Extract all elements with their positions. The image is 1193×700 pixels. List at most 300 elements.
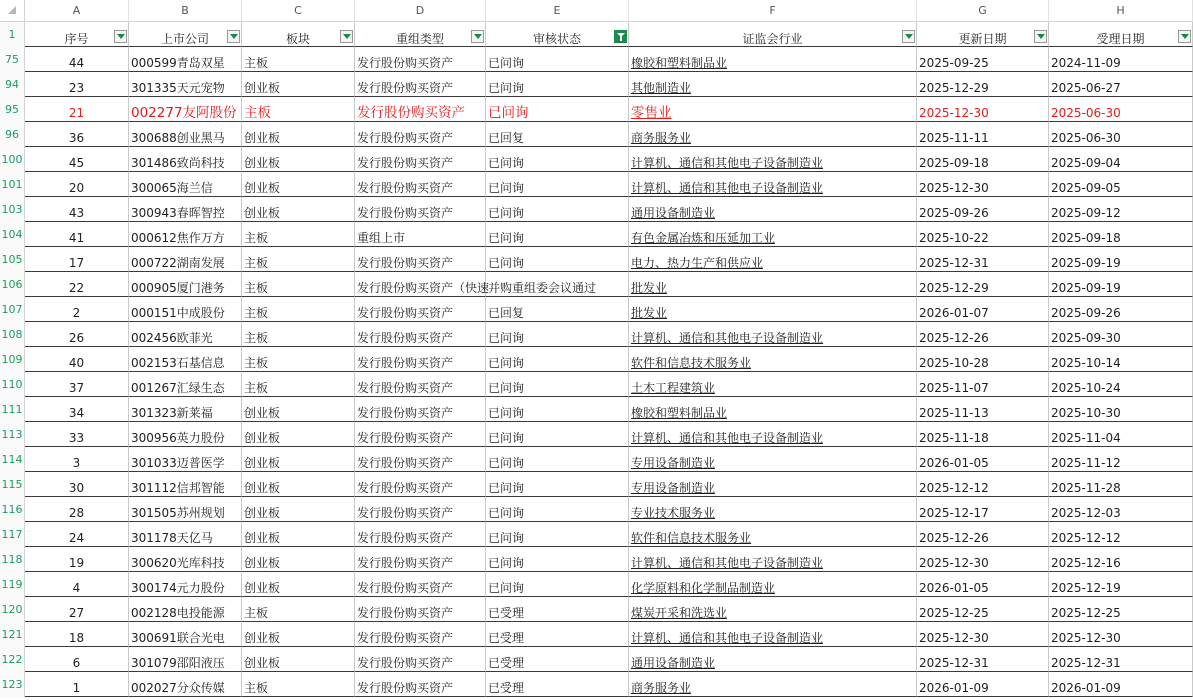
row-number[interactable]: 108 xyxy=(0,322,25,347)
cell-g[interactable] xyxy=(917,322,1049,347)
cell-a[interactable] xyxy=(25,572,129,597)
cell-f[interactable] xyxy=(629,372,917,397)
column-header-c[interactable] xyxy=(242,22,355,47)
cell-e[interactable] xyxy=(486,72,629,97)
row-number[interactable]: 106 xyxy=(0,272,25,297)
row-number[interactable]: 111 xyxy=(0,397,25,422)
cell-h[interactable] xyxy=(1049,97,1193,122)
cell-f[interactable] xyxy=(629,647,917,672)
cell-h[interactable] xyxy=(1049,397,1193,422)
cell-c[interactable] xyxy=(242,322,355,347)
cell-d[interactable] xyxy=(355,597,486,622)
row-number[interactable]: 118 xyxy=(0,547,25,572)
cell-c[interactable] xyxy=(242,522,355,547)
row-number[interactable]: 95 xyxy=(0,97,25,122)
cell-h[interactable] xyxy=(1049,147,1193,172)
cell-c[interactable] xyxy=(242,197,355,222)
cell-g[interactable] xyxy=(917,572,1049,597)
cell-value: 2025-12-30 xyxy=(919,106,989,120)
row-number[interactable]: 113 xyxy=(0,422,25,447)
filter-active-icon[interactable] xyxy=(614,30,627,43)
column-header-g[interactable] xyxy=(917,22,1049,47)
cell-e[interactable] xyxy=(486,172,629,197)
cell-d[interactable] xyxy=(355,647,486,672)
cell-d[interactable] xyxy=(355,272,490,297)
cell-value: 化学原料和化学制品制造业 xyxy=(631,581,776,595)
cell-b[interactable] xyxy=(129,497,242,522)
cell-value: 已问询 xyxy=(488,581,525,595)
cell-h[interactable] xyxy=(1049,622,1193,647)
cell-a[interactable] xyxy=(25,397,129,422)
cell-f[interactable] xyxy=(629,272,917,297)
filter-dropdown-icon[interactable] xyxy=(227,30,240,43)
cell-f[interactable] xyxy=(629,572,917,597)
cell-value: 17 xyxy=(68,256,85,270)
filter-dropdown-icon[interactable] xyxy=(340,30,353,43)
cell-d[interactable] xyxy=(355,572,486,597)
cell-f[interactable] xyxy=(629,422,917,447)
cell-d[interactable] xyxy=(355,322,486,347)
cell-value: 2025-11-12 xyxy=(1051,456,1121,470)
column-header-e[interactable] xyxy=(486,22,629,47)
row-number[interactable]: 100 xyxy=(0,147,25,172)
cell-g[interactable] xyxy=(917,397,1049,422)
cell-e[interactable] xyxy=(486,122,629,147)
cell-h[interactable] xyxy=(1049,547,1193,572)
cell-e[interactable] xyxy=(486,497,629,522)
cell-b[interactable] xyxy=(129,272,242,297)
cell-a[interactable] xyxy=(25,72,129,97)
cell-a[interactable] xyxy=(25,97,129,122)
cell-e[interactable] xyxy=(486,322,629,347)
cell-c[interactable] xyxy=(242,172,355,197)
column-header-a[interactable] xyxy=(25,22,129,47)
cell-a[interactable] xyxy=(25,347,129,372)
cell-g[interactable] xyxy=(917,422,1049,447)
cell-g[interactable] xyxy=(917,72,1049,97)
cell-value: 并购重组委会议通过 xyxy=(488,281,597,295)
column-letter-d[interactable]: D xyxy=(355,0,486,22)
cell-f[interactable] xyxy=(629,97,917,122)
cell-value: 2025-12-29 xyxy=(919,281,989,295)
cell-a[interactable] xyxy=(25,122,129,147)
column-letter-f[interactable]: F xyxy=(629,0,917,22)
cell-e[interactable] xyxy=(486,572,629,597)
cell-a[interactable] xyxy=(25,322,129,347)
cell-b[interactable] xyxy=(129,197,242,222)
cell-d[interactable] xyxy=(355,522,486,547)
cell-value: 发行股份购买资产 xyxy=(357,56,454,70)
cell-value: 2026-01-07 xyxy=(919,306,989,320)
cell-f[interactable] xyxy=(629,197,917,222)
cell-c[interactable] xyxy=(242,122,355,147)
cell-h[interactable] xyxy=(1049,172,1193,197)
cell-g[interactable] xyxy=(917,47,1049,72)
cell-h[interactable] xyxy=(1049,297,1193,322)
column-header-f[interactable] xyxy=(629,22,917,47)
cell-e[interactable] xyxy=(486,147,629,172)
cell-value: 主板 xyxy=(244,231,269,245)
cell-h[interactable] xyxy=(1049,572,1193,597)
cell-value: 计算机、通信和其他电子设备制造业 xyxy=(631,431,824,445)
cell-value: 主板 xyxy=(244,306,269,320)
cell-b[interactable] xyxy=(129,322,242,347)
cell-d[interactable] xyxy=(355,172,486,197)
cell-a[interactable] xyxy=(25,372,129,397)
cell-e[interactable] xyxy=(486,297,629,322)
cell-f[interactable] xyxy=(629,72,917,97)
cell-b[interactable] xyxy=(129,72,242,97)
cell-g[interactable] xyxy=(917,547,1049,572)
cell-value: 已受理 xyxy=(488,656,525,670)
cell-a[interactable] xyxy=(25,447,129,472)
cell-f[interactable] xyxy=(629,347,917,372)
cell-e[interactable] xyxy=(486,222,629,247)
cell-g[interactable] xyxy=(917,522,1049,547)
cell-value: 21 xyxy=(68,106,85,120)
cell-d[interactable] xyxy=(355,197,486,222)
cell-a[interactable] xyxy=(25,547,129,572)
row-number-header[interactable]: 1 xyxy=(0,22,25,47)
cell-f[interactable] xyxy=(629,147,917,172)
row-number[interactable]: 96 xyxy=(0,122,25,147)
cell-value: 2025-12-25 xyxy=(919,606,989,620)
cell-b[interactable] xyxy=(129,422,242,447)
cell-value: 批发业 xyxy=(631,281,668,295)
cell-value: 301335天元宠物 xyxy=(131,81,225,95)
cell-e[interactable] xyxy=(486,197,629,222)
cell-g[interactable] xyxy=(917,122,1049,147)
row-number[interactable]: 75 xyxy=(0,47,25,72)
cell-value: 2024-11-09 xyxy=(1051,56,1121,70)
cell-a[interactable] xyxy=(25,172,129,197)
filter-dropdown-icon[interactable] xyxy=(471,30,484,43)
cell-f[interactable] xyxy=(629,597,917,622)
cell-g[interactable] xyxy=(917,672,1049,697)
cell-d[interactable] xyxy=(355,397,486,422)
cell-b[interactable] xyxy=(129,297,242,322)
cell-b[interactable] xyxy=(129,547,242,572)
row-number[interactable]: 121 xyxy=(0,622,25,647)
cell-e[interactable] xyxy=(486,647,629,672)
cell-c[interactable] xyxy=(242,347,355,372)
cell-g[interactable] xyxy=(917,97,1049,122)
cell-g[interactable] xyxy=(917,647,1049,672)
cell-value: 2025-10-30 xyxy=(1051,406,1121,420)
cell-b[interactable] xyxy=(129,97,242,122)
table-row xyxy=(25,672,1193,697)
column-header-h[interactable] xyxy=(1049,22,1193,47)
cell-c[interactable] xyxy=(242,47,355,72)
cell-d[interactable] xyxy=(355,247,486,272)
cell-b[interactable] xyxy=(129,372,242,397)
cell-h[interactable] xyxy=(1049,672,1193,697)
cell-a[interactable] xyxy=(25,597,129,622)
cell-e[interactable] xyxy=(486,522,629,547)
row-number[interactable]: 123 xyxy=(0,672,25,697)
cell-value: 002277友阿股份 xyxy=(131,105,237,121)
cell-h[interactable] xyxy=(1049,247,1193,272)
cell-h[interactable] xyxy=(1049,272,1193,297)
cell-value: 发行股份购买资产 xyxy=(357,656,454,670)
cell-g[interactable] xyxy=(917,222,1049,247)
select-all-corner[interactable] xyxy=(0,0,25,22)
cell-a[interactable] xyxy=(25,522,129,547)
cell-f[interactable] xyxy=(629,297,917,322)
cell-d[interactable] xyxy=(355,47,486,72)
cell-value: 创业板 xyxy=(244,156,281,170)
cell-c[interactable] xyxy=(242,672,355,697)
cell-value: 2025-12-12 xyxy=(919,481,989,495)
cell-f[interactable] xyxy=(629,247,917,272)
cell-g[interactable] xyxy=(917,247,1049,272)
cell-d[interactable] xyxy=(355,147,486,172)
cell-c[interactable] xyxy=(242,72,355,97)
cell-h[interactable] xyxy=(1049,222,1193,247)
row-number[interactable]: 110 xyxy=(0,372,25,397)
cell-d[interactable] xyxy=(355,422,486,447)
cell-b[interactable] xyxy=(129,222,242,247)
cell-e[interactable] xyxy=(486,97,629,122)
cell-value: 发行股份购买资产 xyxy=(357,506,454,520)
cell-e[interactable] xyxy=(486,272,629,297)
cell-d[interactable] xyxy=(355,97,486,122)
cell-f[interactable] xyxy=(629,547,917,572)
cell-h[interactable] xyxy=(1049,497,1193,522)
cell-value: 创业板 xyxy=(244,556,281,570)
row-number[interactable]: 105 xyxy=(0,247,25,272)
cell-g[interactable] xyxy=(917,147,1049,172)
cell-e[interactable] xyxy=(486,672,629,697)
cell-f[interactable] xyxy=(629,172,917,197)
cell-h[interactable] xyxy=(1049,347,1193,372)
column-letter-b[interactable]: B xyxy=(129,0,242,22)
cell-f[interactable] xyxy=(629,497,917,522)
cell-b[interactable] xyxy=(129,447,242,472)
cell-b[interactable] xyxy=(129,122,242,147)
cell-d[interactable] xyxy=(355,672,486,697)
cell-e[interactable] xyxy=(486,372,629,397)
row-number[interactable]: 101 xyxy=(0,172,25,197)
cell-b[interactable] xyxy=(129,597,242,622)
column-letter-c[interactable]: C xyxy=(242,0,355,22)
cell-b[interactable] xyxy=(129,172,242,197)
row-number[interactable]: 120 xyxy=(0,597,25,622)
cell-b[interactable] xyxy=(129,147,242,172)
cell-c[interactable] xyxy=(242,647,355,672)
cell-value: 专业技术服务业 xyxy=(631,506,716,520)
cell-e[interactable] xyxy=(486,397,629,422)
cell-h[interactable] xyxy=(1049,597,1193,622)
cell-g[interactable] xyxy=(917,272,1049,297)
cell-f[interactable] xyxy=(629,522,917,547)
cell-e[interactable] xyxy=(486,447,629,472)
cell-e[interactable] xyxy=(486,422,629,447)
cell-d[interactable] xyxy=(355,297,486,322)
cell-value: 已问询 xyxy=(488,381,525,395)
cell-value: 已问询 xyxy=(488,531,525,545)
cell-value: 2025-12-19 xyxy=(1051,581,1121,595)
cell-c[interactable] xyxy=(242,622,355,647)
filter-dropdown-icon[interactable] xyxy=(902,30,915,43)
table-row xyxy=(25,572,1193,597)
cell-b[interactable] xyxy=(129,47,242,72)
cell-c[interactable] xyxy=(242,247,355,272)
cell-h[interactable] xyxy=(1049,47,1193,72)
cell-c[interactable] xyxy=(242,547,355,572)
row-number[interactable]: 122 xyxy=(0,647,25,672)
cell-e[interactable] xyxy=(486,597,629,622)
cell-h[interactable] xyxy=(1049,72,1193,97)
cell-g[interactable] xyxy=(917,197,1049,222)
cell-e[interactable] xyxy=(486,247,629,272)
cell-value: 已问询 xyxy=(488,105,529,121)
cell-d[interactable] xyxy=(355,497,486,522)
cell-h[interactable] xyxy=(1049,422,1193,447)
cell-f[interactable] xyxy=(629,122,917,147)
cell-g[interactable] xyxy=(917,622,1049,647)
cell-a[interactable] xyxy=(25,297,129,322)
cell-a[interactable] xyxy=(25,672,129,697)
cell-b[interactable] xyxy=(129,522,242,547)
cell-b[interactable] xyxy=(129,472,242,497)
cell-h[interactable] xyxy=(1049,322,1193,347)
cell-e[interactable] xyxy=(486,547,629,572)
cell-c[interactable] xyxy=(242,372,355,397)
cell-h[interactable] xyxy=(1049,372,1193,397)
cell-d[interactable] xyxy=(355,222,486,247)
filter-dropdown-icon[interactable] xyxy=(1034,30,1047,43)
cell-f[interactable] xyxy=(629,472,917,497)
column-letter-h[interactable]: H xyxy=(1049,0,1193,22)
cell-c[interactable] xyxy=(242,472,355,497)
cell-value: 发行股份购买资产 xyxy=(357,156,454,170)
cell-d[interactable] xyxy=(355,347,486,372)
cell-f[interactable] xyxy=(629,397,917,422)
column-letter-g[interactable]: G xyxy=(917,0,1049,22)
cell-b[interactable] xyxy=(129,397,242,422)
cell-b[interactable] xyxy=(129,672,242,697)
cell-f[interactable] xyxy=(629,222,917,247)
cell-b[interactable] xyxy=(129,572,242,597)
cell-g[interactable] xyxy=(917,347,1049,372)
cell-value: 2026-01-09 xyxy=(919,681,989,695)
row-number[interactable]: 114 xyxy=(0,447,25,472)
cell-g[interactable] xyxy=(917,497,1049,522)
cell-d[interactable] xyxy=(355,547,486,572)
cell-value: 发行股份购买资产 xyxy=(357,306,454,320)
cell-value: 301112信邦智能 xyxy=(131,481,225,495)
cell-a[interactable] xyxy=(25,272,129,297)
cell-g[interactable] xyxy=(917,372,1049,397)
column-header-b[interactable] xyxy=(129,22,242,47)
cell-h[interactable] xyxy=(1049,447,1193,472)
row-number[interactable]: 107 xyxy=(0,297,25,322)
cell-d[interactable] xyxy=(355,72,486,97)
cell-f[interactable] xyxy=(629,47,917,72)
row-number[interactable]: 94 xyxy=(0,72,25,97)
cell-d[interactable] xyxy=(355,472,486,497)
cell-a[interactable] xyxy=(25,247,129,272)
cell-h[interactable] xyxy=(1049,647,1193,672)
cell-h[interactable] xyxy=(1049,472,1193,497)
cell-b[interactable] xyxy=(129,347,242,372)
cell-h[interactable] xyxy=(1049,197,1193,222)
cell-c[interactable] xyxy=(242,222,355,247)
row-number[interactable]: 117 xyxy=(0,522,25,547)
cell-b[interactable] xyxy=(129,247,242,272)
cell-h[interactable] xyxy=(1049,522,1193,547)
row-number[interactable]: 115 xyxy=(0,472,25,497)
column-letter-e[interactable]: E xyxy=(486,0,629,22)
cell-e[interactable] xyxy=(486,347,629,372)
cell-g[interactable] xyxy=(917,472,1049,497)
cell-c[interactable] xyxy=(242,97,355,122)
cell-c[interactable] xyxy=(242,422,355,447)
cell-c[interactable] xyxy=(242,572,355,597)
row-number[interactable]: 116 xyxy=(0,497,25,522)
cell-a[interactable] xyxy=(25,647,129,672)
filter-dropdown-icon[interactable] xyxy=(114,30,127,43)
cell-c[interactable] xyxy=(242,497,355,522)
cell-g[interactable] xyxy=(917,597,1049,622)
row-number[interactable]: 104 xyxy=(0,222,25,247)
cell-c[interactable] xyxy=(242,597,355,622)
cell-d[interactable] xyxy=(355,122,486,147)
cell-a[interactable] xyxy=(25,222,129,247)
cell-h[interactable] xyxy=(1049,122,1193,147)
cell-c[interactable] xyxy=(242,272,355,297)
row-number[interactable]: 103 xyxy=(0,197,25,222)
cell-f[interactable] xyxy=(629,447,917,472)
cell-f[interactable] xyxy=(629,622,917,647)
row-number[interactable]: 109 xyxy=(0,347,25,372)
cell-a[interactable] xyxy=(25,197,129,222)
cell-e[interactable] xyxy=(486,472,629,497)
cell-a[interactable] xyxy=(25,47,129,72)
cell-value: 土木工程建筑业 xyxy=(631,381,716,395)
cell-f[interactable] xyxy=(629,672,917,697)
filter-dropdown-icon[interactable] xyxy=(1178,30,1191,43)
cell-c[interactable] xyxy=(242,147,355,172)
cell-d[interactable] xyxy=(355,622,486,647)
cell-a[interactable] xyxy=(25,497,129,522)
cell-f[interactable] xyxy=(629,322,917,347)
cell-g[interactable] xyxy=(917,172,1049,197)
cell-value: 2025-12-26 xyxy=(919,331,989,345)
cell-d[interactable] xyxy=(355,372,486,397)
row-number[interactable]: 119 xyxy=(0,572,25,597)
cell-e[interactable] xyxy=(486,622,629,647)
cell-a[interactable] xyxy=(25,147,129,172)
cell-g[interactable] xyxy=(917,447,1049,472)
cell-value: 2025-12-26 xyxy=(919,531,989,545)
cell-a[interactable] xyxy=(25,422,129,447)
cell-value: 2025-12-30 xyxy=(919,181,989,195)
cell-b[interactable] xyxy=(129,647,242,672)
cell-g[interactable] xyxy=(917,297,1049,322)
cell-c[interactable] xyxy=(242,397,355,422)
cell-a[interactable] xyxy=(25,622,129,647)
column-header-d[interactable] xyxy=(355,22,486,47)
cell-c[interactable] xyxy=(242,297,355,322)
cell-c[interactable] xyxy=(242,447,355,472)
cell-a[interactable] xyxy=(25,472,129,497)
cell-d[interactable] xyxy=(355,447,486,472)
column-letter-a[interactable]: A xyxy=(25,0,129,22)
cell-b[interactable] xyxy=(129,622,242,647)
cell-e[interactable] xyxy=(486,47,629,72)
